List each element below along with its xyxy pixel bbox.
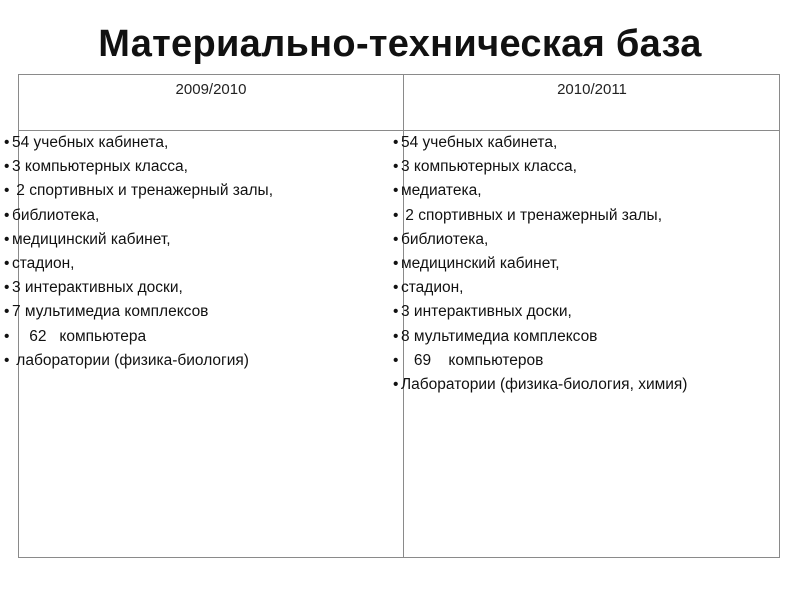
list-item: • 7 мультимедиа комплексов bbox=[4, 300, 399, 324]
bullet-icon: • bbox=[4, 279, 10, 297]
list-item: • библиотека, bbox=[4, 204, 399, 228]
bullet-icon: • bbox=[4, 327, 10, 345]
bullet-icon: • bbox=[393, 279, 399, 297]
list-item: • 62 компьютера bbox=[4, 325, 399, 349]
list-item: • 54 учебных кабинета, bbox=[4, 131, 399, 155]
list-item: • библиотека, bbox=[393, 228, 783, 252]
column-header-2010-2011: 2010/2011 bbox=[557, 81, 627, 98]
page-title: Материально-техническая база bbox=[98, 23, 702, 65]
column-header-2009-2010: 2009/2010 bbox=[175, 81, 247, 98]
bullet-icon: • bbox=[393, 351, 399, 369]
list-item: • 8 мультимедиа комплексов bbox=[393, 325, 783, 349]
list-item: • медиатека, bbox=[393, 179, 783, 203]
list-item: • 54 учебных кабинета, bbox=[393, 131, 783, 155]
bullet-icon: • bbox=[4, 303, 10, 321]
bullet-icon: • bbox=[4, 351, 10, 369]
list-item: • лаборатории (физика-биология) bbox=[4, 349, 399, 373]
list-item: • 2 спортивных и тренажерный залы, bbox=[393, 204, 783, 228]
list-2009-2010 bbox=[4, 131, 399, 373]
list-item: • 3 компьютерных класса, bbox=[393, 155, 783, 179]
list-item: • 3 интерактивных доски, bbox=[4, 276, 399, 300]
bullet-icon: • bbox=[393, 230, 399, 248]
bullet-icon: • bbox=[4, 182, 10, 200]
bullet-icon: • bbox=[4, 158, 10, 176]
bullet-icon: • bbox=[4, 230, 10, 248]
bullet-icon: • bbox=[393, 182, 399, 200]
bullet-icon: • bbox=[393, 255, 399, 273]
bullet-icon: • bbox=[4, 255, 10, 273]
list-item: • 3 компьютерных класса, bbox=[4, 155, 399, 179]
list-item: • 69 компьютеров bbox=[393, 349, 783, 373]
bullet-icon: • bbox=[393, 327, 399, 345]
bullet-icon: • bbox=[393, 134, 399, 151]
bullet-icon: • bbox=[4, 134, 10, 151]
list-item: • медицинский кабинет, bbox=[4, 228, 399, 252]
list-item: • стадион, bbox=[393, 276, 783, 300]
list-item: • 3 интерактивных доски, bbox=[393, 300, 783, 324]
bullet-icon: • bbox=[393, 206, 399, 224]
list-item: • Лаборатории (физика-биология, химия) bbox=[393, 373, 783, 397]
bullet-icon: • bbox=[393, 158, 399, 176]
facilities-table bbox=[4, 74, 780, 558]
bullet-icon: • bbox=[393, 376, 399, 394]
bullet-icon: • bbox=[393, 303, 399, 321]
bullet-icon: • bbox=[4, 206, 10, 224]
list-item: • стадион, bbox=[4, 252, 399, 276]
list-item: • медицинский кабинет, bbox=[393, 252, 783, 276]
list-item: • 2 спортивных и тренажерный залы, bbox=[4, 179, 399, 203]
list-2010-2011 bbox=[393, 131, 783, 397]
